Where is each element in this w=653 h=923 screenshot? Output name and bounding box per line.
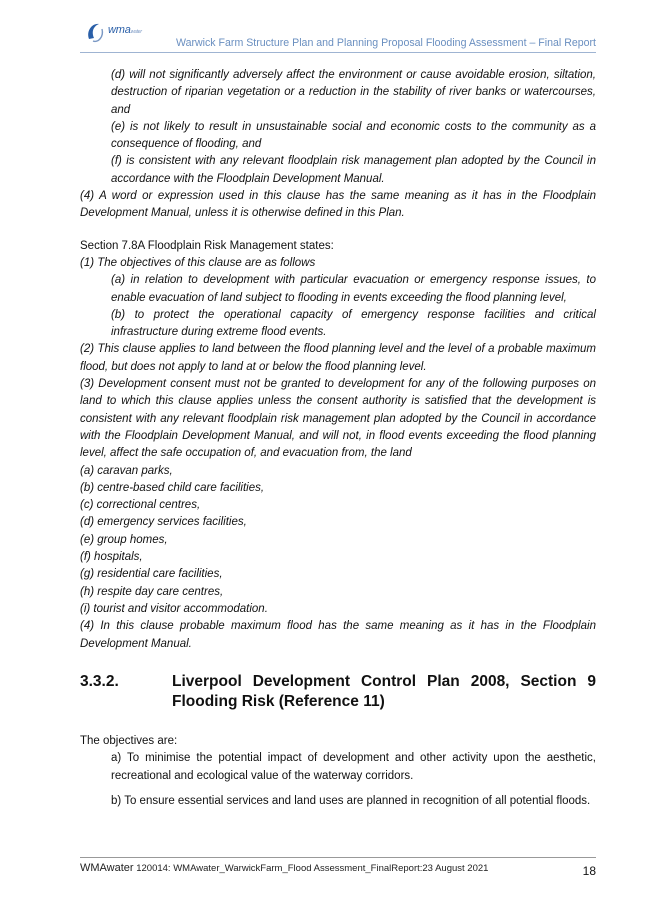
section-number: 3.3.2. [80,673,119,690]
list-item: (h) respite day care centres, [80,585,224,598]
page-number: 18 [582,864,596,878]
header-divider [80,52,596,53]
clause-item: (f) is consistent with any relevant floodplain risk management plan adopted by the Council in accordance with the Floodplain Development Manual. [111,155,596,185]
list-item: (e) group homes, [80,533,168,546]
clause-item: (e) is not likely to result in unsustainable social and economic costs to the community as a consequence of flooding, and [111,120,596,151]
objectives-content [80,733,596,810]
list-item: (i) tourist and visitor accommodation. [80,602,268,615]
list-item: (a) caravan parks, [80,464,173,477]
objective-item: b) To ensure essential services and land uses are planned in recognition of all potential floods. [111,794,591,807]
section-78a-intro: Section 7.8A Floodplain Risk Management states: [80,239,334,252]
list-item: (c) correctional centres, [80,499,201,512]
footer-ref-text: 120014: WMAwater_WarwickFarm_Flood Assessment_FinalReport:23 August 2021 [136,863,489,874]
clause-4: (4) A word or expression used in this clause has the same meaning as it has in the Floodplain Development Manual, unless it is otherwise defined in this Plan. [80,190,596,220]
wma-logo [84,17,184,47]
s78a-clause-1: (1) The objectives of this clause are as follows [80,256,316,269]
section-title: Liverpool Development Control Plan 2008, Section 9 Flooding Risk (Reference 11) [172,673,596,710]
logo-text: wmawater [108,24,142,36]
section-heading [80,672,596,712]
logo-subtext: water [130,29,142,35]
logo-swirl-icon [84,19,110,45]
objective-item: a) To minimise the potential impact of development and other activity upon the aesthetic, recreational and ecological value of the waterway corridors. [111,752,596,782]
s78a-1-item: (b) to protect the operational capacity of emergency response facilities and critical infrastructure during extreme flood events. [111,308,596,339]
objectives-intro: The objectives are: [80,735,178,747]
list-item: (f) hospitals, [80,551,143,564]
clause-item: (d) will not significantly adversely affect the environment or cause avoidable erosion, siltation, destruction of riparian vegetation or a reduction in the stability of river banks or watercourses, and [111,69,596,116]
footer-divider [80,857,596,858]
s78a-clause-2: (2) This clause applies to land between the flood planning level and the level of a probable maximum flood, but does not apply to land at or below the flood planning level. [80,343,596,373]
footer-reference [80,862,488,874]
header-title: Warwick Farm Structure Plan and Planning Proposal Flooding Assessment – Final Report [175,37,596,49]
s78a-clause-3: (3) Development consent must not be granted to development for any of the following purposes on land to which this clause applies unless the consent authority is satisfied that the development is consistent with any relevant floodplain risk management plan adopted by the Council in accordance with the Floodplain Development Manual, and will not, in flood events exceeding the flood planning level, affect the safe occupation of, and evacuation from, the land [80,378,596,460]
main-content [80,67,596,653]
s78a-1-item: (a) in relation to development with particular evacuation or emergency response issues, to enable evacuation of land subject to flooding in events exceeding the flood planning level, [111,274,596,304]
footer-company: WMAwater [80,862,134,874]
list-item: (b) centre-based child care facilities, [80,481,265,494]
list-item: (d) emergency services facilities, [80,516,247,529]
s78a-clause-4: (4) In this clause probable maximum flood has the same meaning as it has in the Floodplain Development Manual. [80,620,596,650]
list-item: (g) residential care facilities, [80,568,223,581]
